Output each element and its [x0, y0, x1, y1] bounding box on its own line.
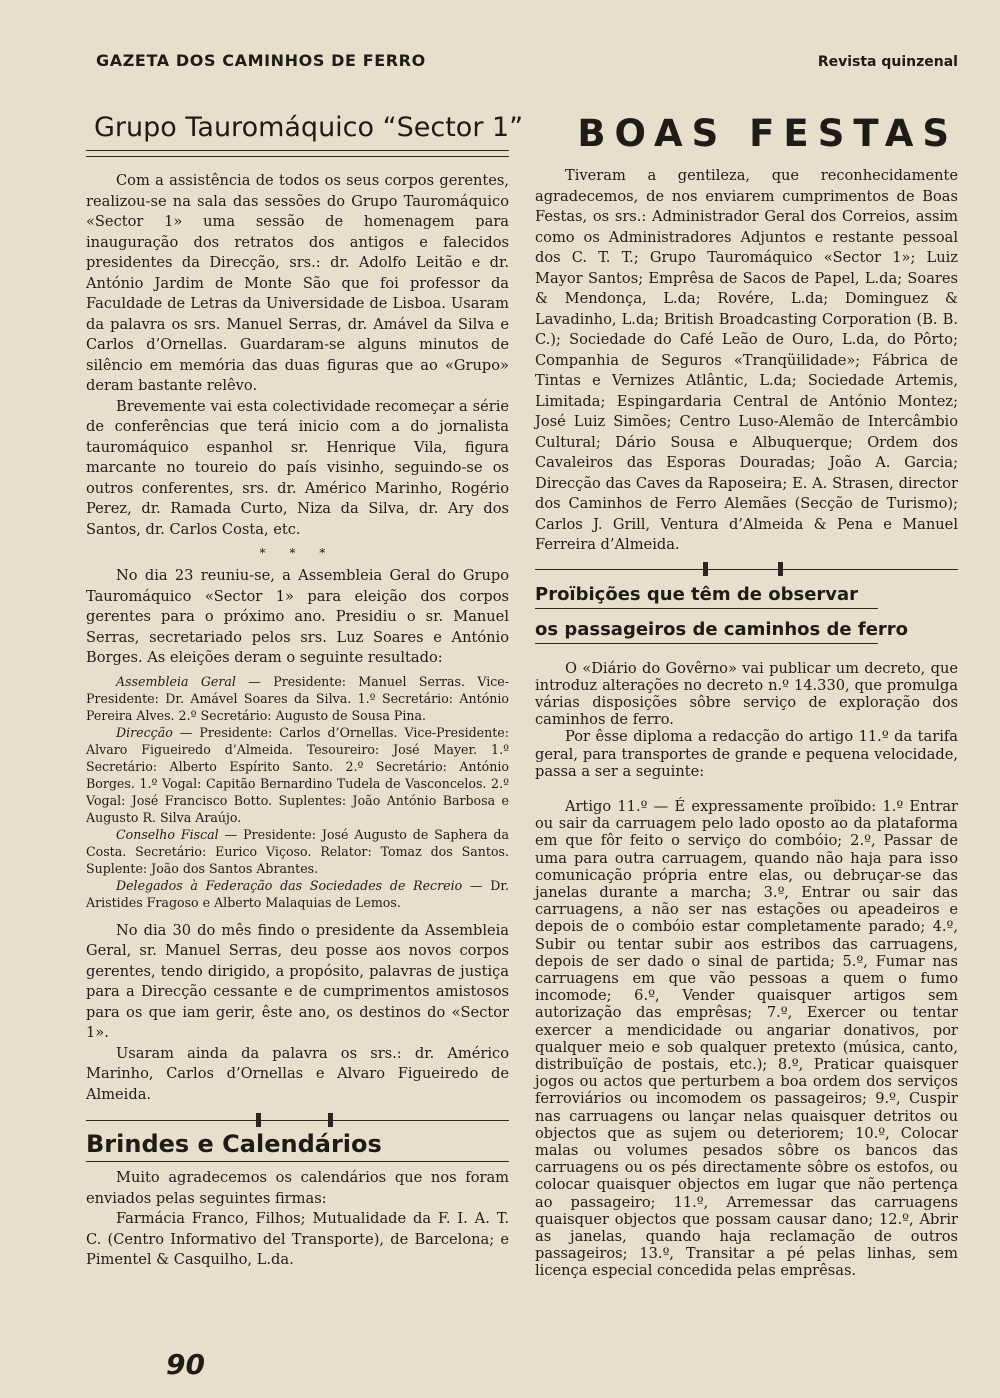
grupo-paragraph-1: Com a assistência de todos os seus corpos gerentes, realizou-se na sala das sessões do Grupo Tauromáquico «Sector 1» uma sessão de homenagem para inauguração dos retratos dos antigos e falecidos presidentes da Direcção, srs.: dr. Adolfo Leitão e dr. António Jardim de Monte São que foi professor da Faculdade de Letras da Universidade de Lisboa. Usaram da palavra os srs. Manuel Serras, dr. Amável da Silva e Carlos d’Ornellas. Guardaram-se alguns minutos de silêncio em memória das duas figuras que ao «Grupo» deram bastante relêvo. [86, 172, 509, 394]
publication-title: GAZETA DOS CAMINHOS DE FERRO [96, 51, 426, 70]
proibicoes-title-line-2: os passageiros de caminhos de ferro [535, 618, 909, 640]
section-divider [86, 1113, 509, 1127]
proibicoes-paragraph-2: Por êsse diploma a redacção do artigo 11.º da tarifa geral, para transportes de grande e pequena velocidade, passa a ser a seguinte: [535, 728, 958, 780]
right-column [535, 108, 958, 1280]
election-text: — Dr. Aristides Fragoso e Alberto Malaquias de Lemos. [86, 877, 509, 910]
grupo-title: Grupo Tauromáquico “Sector 1” [94, 112, 524, 143]
election-delegados [86, 877, 509, 911]
grupo-paragraph-3: No dia 23 reuniu-se, a Assembleia Geral do Grupo Tauromáquico «Sector 1» para eleição dos corpos gerentes para o próximo ano. Presidiu o sr. Manuel Serras, secretariado pelos srs. Luz Soares e António Borges. As eleições deram o seguinte resultado: [86, 567, 509, 666]
publication-subtitle: Revista quinzenal [817, 54, 958, 70]
brindes-paragraph-2: Farmácia Franco, Filhos; Mutualidade da F. I. A. T. C. (Centro Informativo del Transporte), de Barcelona; e Pimentel & Casquilho, L.da. [86, 1210, 509, 1268]
election-text: — Presidente: Manuel Serras. Vice-Presidente: Dr. Amável Soares da Silva. 1.º Secretário: António Pereira Alves. 2.º Secretário: Augusto de Sousa Pina. [86, 673, 509, 723]
grupo-paragraph-5: Usaram ainda da palavra os srs.: dr. Américo Marinho, Carlos d’Ornellas e Alvaro Figueiredo de Almeida. [86, 1044, 509, 1103]
grupo-paragraph-2: Brevemente vai esta colectividade recomeçar a série de conferências que terá inicio com a do jornalista tauromáquico espanhol sr. Henrique Vila, figura marcante no toureio do país visinho, seguindo-se os outros conferentes, srs. dr. Américo Marinho, Rogério Perez, dr. Ramada Curto, Niza da Silva, dr. Ary dos Santos, dr. Carlos Costa, etc. [86, 397, 509, 538]
election-text: — Presidente: José Augusto de Saphera da Costa. Secretário: Eurico Viçoso. Relator: Tomaz dos Santos. Suplente: João dos Santos Abrantes. [86, 826, 509, 876]
grupo-paragraph-4: No dia 30 do mês findo o presidente da Assembleia Geral, sr. Manuel Serras, deu posse aos novos corpos gerentes, tendo dirigido, a propósito, palavras de justiça para a Direcção cessante e de cumprimentos amistosos para os que iam gerir, êste ano, os destinos do «Sector 1». [86, 921, 509, 1041]
page-number: 90 [166, 1348, 205, 1381]
boas-festas-title: BOAS FESTAS [577, 112, 958, 155]
brindes-paragraph-1: Muito agradecemos os calendários que nos foram enviados pelas seguintes firmas: [86, 1169, 509, 1207]
left-column [86, 108, 524, 1271]
election-assembleia [86, 673, 509, 724]
election-label: Conselho Fiscal [116, 826, 219, 842]
proibicoes-paragraph-1: O «Diário do Govêrno» vai publicar um decreto, que introduz alterações no decreto n.º 14.330, que promulga várias disposições sôbre serviço de exploração dos caminhos de ferro. [535, 659, 958, 729]
proibicoes-title-line-1: Proïbições que têm de observar [535, 583, 859, 605]
election-conselho [86, 826, 509, 877]
election-direccao [86, 724, 509, 826]
section-separator: * * * [259, 546, 336, 560]
election-label: Delegados à Federação das Sociedades de Recreio [116, 877, 463, 893]
section-divider [535, 562, 958, 576]
election-text: — Presidente: Carlos d’Ornellas. Vice-Presidente: Alvaro Figueiredo d’Almeida. Tesoureiro: José Mayer. 1.º Secretário: Alberto Espírito Santo. 2.º Secretário: António Borges. 1.º Vogal: Capitão Bernardino Tudela de Vasconcelos. 2.º Vogal: José Francisco Botto. Suplentes: João António Barbosa e Augusto R. Silva Araújo. [86, 724, 509, 825]
brindes-title: Brindes e Calendários [86, 1130, 382, 1158]
boas-festas-paragraph: Tiveram a gentileza, que reconhecidamente agradecemos, de nos enviarem cumprimentos de Boas Festas, os srs.: Administrador Geral dos Correios, assim como os Administradores Adjuntos e restante pessoal dos C. T. T.; Grupo Tauromáquico «Sector 1»; Luiz Mayor Santos; Emprêsa de Sacos de Papel, L.da; Soares & Mendonça, L.da; Rovére, L.da; Dominguez & Lavadinho, L.da; British Broadcasting Corporation (B. B. C.); Sociedade do Café Leão de Ouro, L.da, do Pôrto; Companhia de Seguros «Tranqüilidade»; Fábrica de Tintas e Vernizes Atlântic, L.da; Sociedade Artemis, Limitada; Espingardaria Central de António Montez; José Luiz Simões; Centro Luso-Alemão de Intercâmbio Cultural; Dário Sousa e Albuquerque; Ordem dos Cavaleiros das Esporas Douradas; João A. Garcia; Direcção das Caves da Raposeira; E. A. Strasen, director dos Caminhos de Ferro Alemães (Secção de Turismo); Carlos J. Grill, Ventura d’Almeida & Pena e Manuel Ferreira d’Almeida. [535, 167, 958, 553]
election-label: Assembleia Geral [116, 673, 236, 689]
election-label: Direcção [116, 724, 173, 740]
proibicoes-paragraph-3: Artigo 11.º — É expressamente proïbido: 1.º Entrar ou sair da carruagem pelo lado oposto ao da plataforma em que fôr feito o serviço do combóio; 2.º, Passar de uma para outra carruagem, quando não haja para isso comunicação própria entre elas, ou debruçar-se das janelas durante a marcha; 3.º, Entrar ou sair das carruagens, a não ser nas estações ou apeadeiros e depois de o combóio estar completamente parado; 4.º, Subir ou tentar subir aos estribos das carruagens, depois de ser dado o sinal de partida; 5.º, Fumar nas carruagens em que vão pessoas a quem o fumo incomode; 6.º, Vender quaisquer artigos sem autorização das emprêsas; 7.º, Exercer ou tentar exercer a mendicidade ou angariar donativos, por qualquer meio e sob qualquer pretexto (música, canto, distribuïção de postais, etc.); 8.º, Praticar quaisquer jogos ou actos que perturbem a boa ordem dos serviços ferroviários ou incomodem os passageiros; 9.º, Cuspir nas carruagens ou lançar nelas quaisquer detritos ou objectos que as sujem ou deteriorem; 10.º, Colocar malas ou volumes pesados sôbre os bancos das carruagens ou os pés directamente sôbre os estofos, ou colocar quaisquer objectos em lugar que não pertença ao passageiro; 11.º, Arremessar das carruagens quaisquer objectos que possam causar dano; 12.º, Abrir as janelas, quando haja reclamação de outros passageiros; 13.º, Transitar a pé pelas linhas, sem licença especial concedida pelas emprêsas. [535, 797, 958, 1280]
title-underline [86, 150, 509, 157]
